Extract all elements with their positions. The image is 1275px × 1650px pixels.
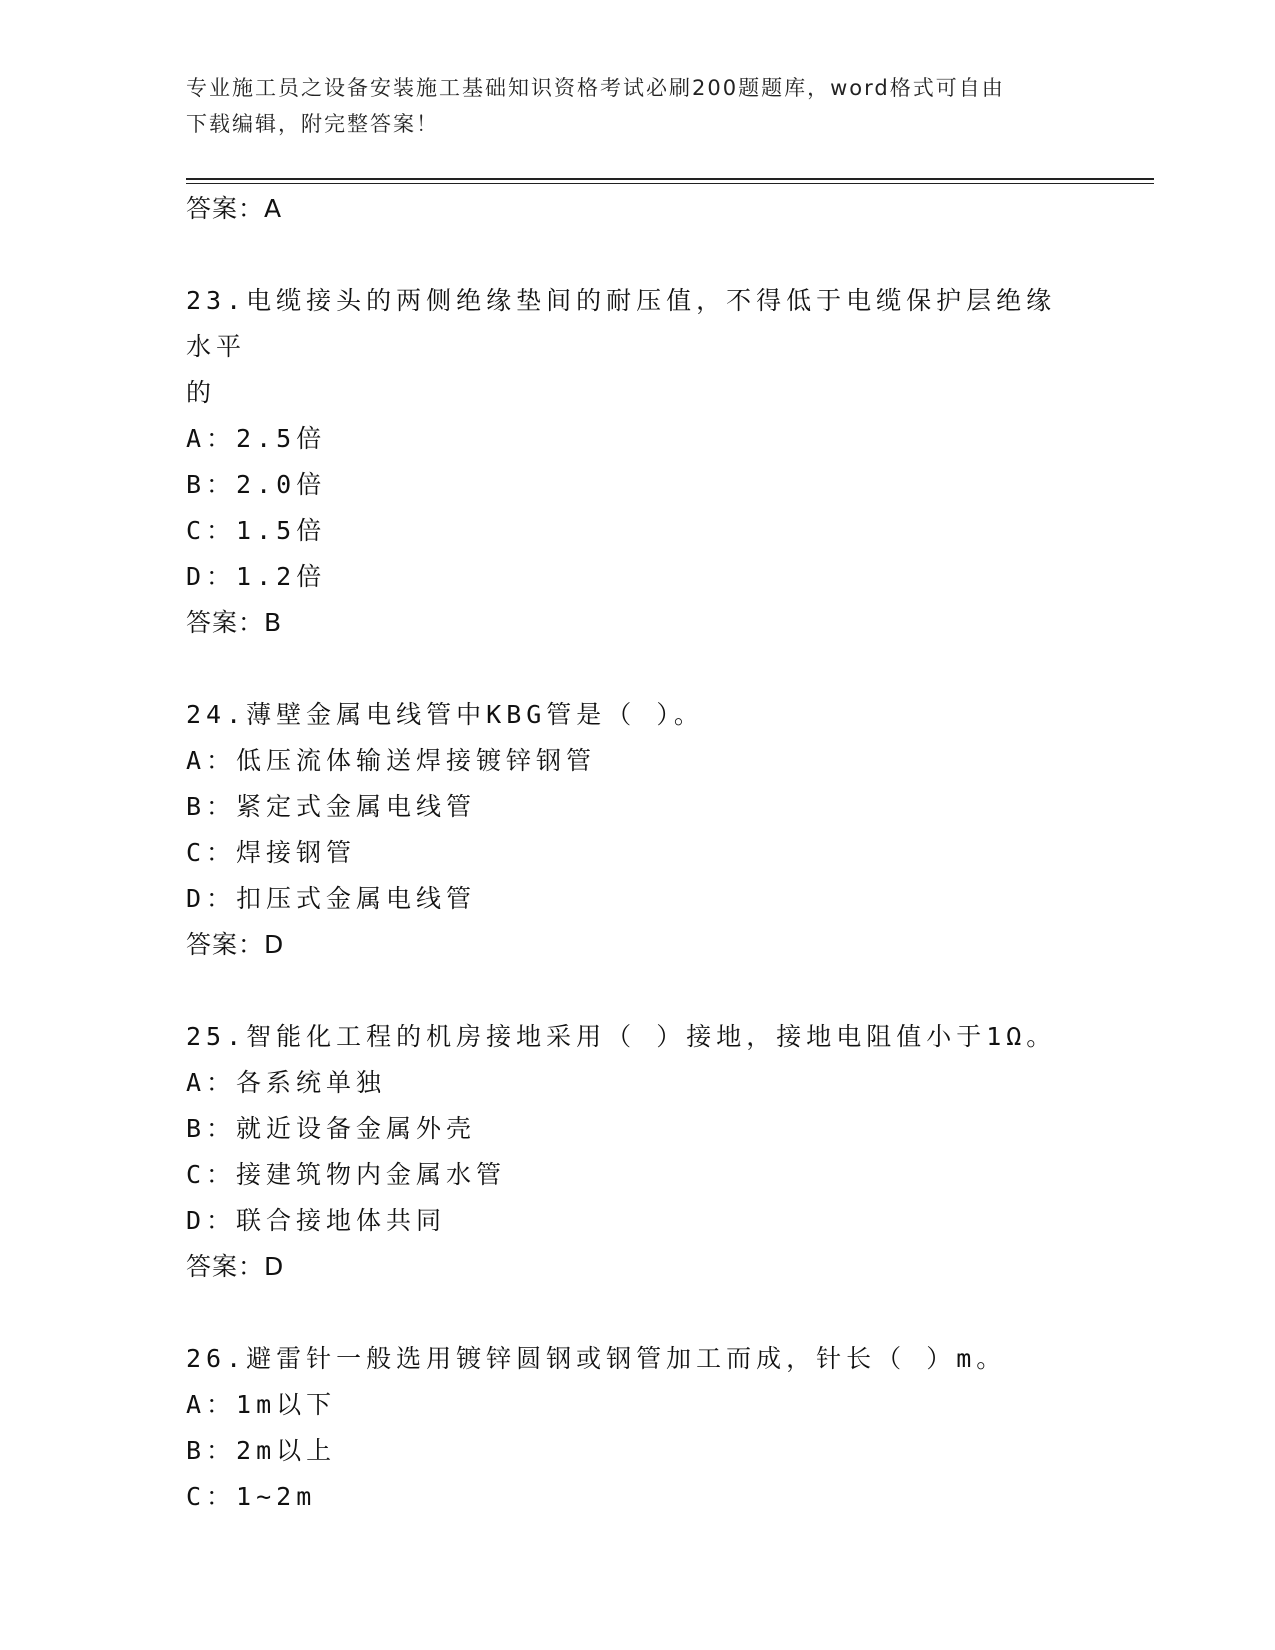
option-c: C：1.5倍 <box>186 516 327 545</box>
option-d: D：1.2倍 <box>186 562 327 591</box>
question-25 <box>186 1014 1086 1290</box>
question-text: 26.避雷针一般选用镀锌圆钢或钢管加工而成，针长（ ）m。 <box>186 1344 1007 1373</box>
question-23 <box>186 278 1086 646</box>
option-c: C：接建筑物内金属水管 <box>186 1160 507 1189</box>
option-b: B：2.0倍 <box>186 470 327 499</box>
document-header <box>186 70 1066 142</box>
question-text-line: 23.电缆接头的两侧绝缘垫间的耐压值，不得低于电缆保护层绝缘水平 <box>186 286 1057 361</box>
option-a: A：各系统单独 <box>186 1068 387 1097</box>
header-line-1: 专业施工员之设备安装施工基础知识资格考试必刷200题题库，word格式可自由 <box>186 76 1005 100</box>
question-list <box>186 186 1086 1520</box>
option-b: B：就近设备金属外壳 <box>186 1114 477 1143</box>
question-text: 25.智能化工程的机房接地采用（ ）接地，接地电阻值小于1Ω。 <box>186 1022 1057 1051</box>
answer: 答案：D <box>186 1252 285 1281</box>
option-d: D：扣压式金属电线管 <box>186 884 477 913</box>
question-text-line: 的 <box>186 378 217 407</box>
header-divider <box>186 178 1154 180</box>
option-a: A：1m以下 <box>186 1390 337 1419</box>
header-line-2: 下载编辑，附完整答案！ <box>186 112 439 136</box>
option-d: D：联合接地体共同 <box>186 1206 447 1235</box>
question-24 <box>186 692 1086 968</box>
option-c: C：焊接钢管 <box>186 838 357 867</box>
option-c: C：1~2m <box>186 1482 317 1511</box>
option-a: A：低压流体输送焊接镀锌钢管 <box>186 746 597 775</box>
previous-answer: 答案：A <box>186 194 283 223</box>
answer: 答案：D <box>186 930 285 959</box>
option-b: B：2m以上 <box>186 1436 337 1465</box>
option-a: A：2.5倍 <box>186 424 327 453</box>
question-text: 24.薄壁金属电线管中KBG管是（ ）。 <box>186 700 704 729</box>
header-divider-thin <box>186 183 1154 184</box>
option-b: B：紧定式金属电线管 <box>186 792 477 821</box>
question-text <box>186 278 1086 416</box>
question-26 <box>186 1336 1086 1520</box>
answer: 答案：B <box>186 608 283 637</box>
